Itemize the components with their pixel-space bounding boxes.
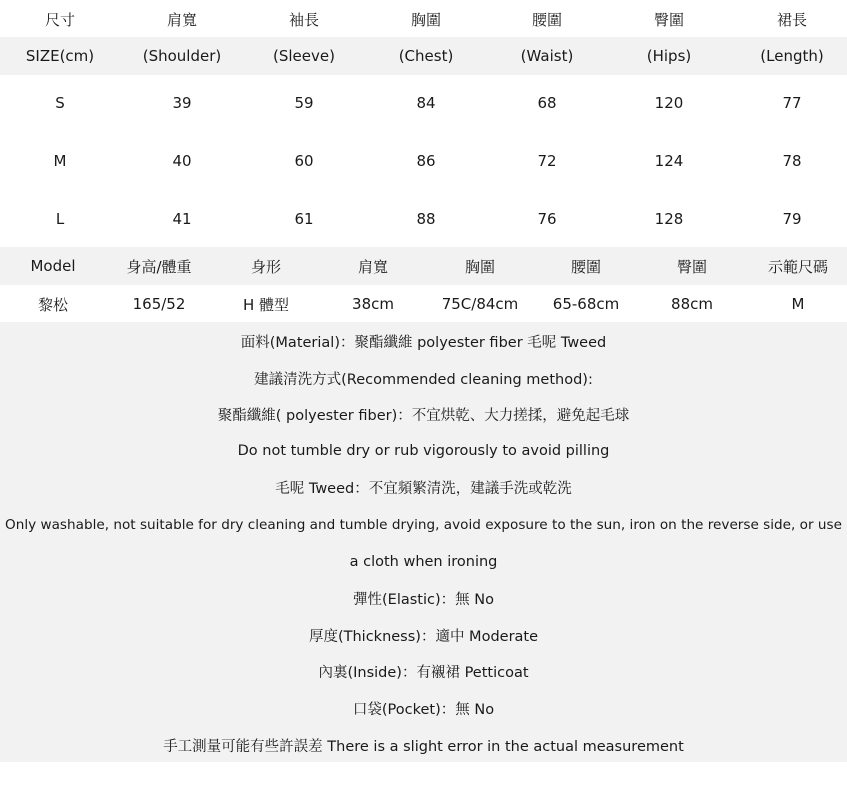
size-header-zh-row [0,0,847,38]
elastic-line: 彈性(Elastic)：無 No [353,592,494,608]
model-header-row [0,247,847,285]
hips-cell: 120 [654,94,684,112]
header-length-en: (Length) [760,47,824,65]
header-hips-zh: 臀圍 [653,10,685,29]
model-hips: 88cm [671,295,713,313]
header-size-en: SIZE(cm) [25,47,95,65]
hips-cell: 128 [654,210,684,228]
size-cell: M [53,152,67,170]
header-waist-zh: 腰圍 [531,10,563,29]
material-line: 面料(Material)：聚酯纖維 polyester fiber 毛呢 Tweed [240,335,607,351]
model-sample-size: M [791,295,805,313]
model-row [0,285,847,323]
size-row-s [0,84,847,122]
sleeve-cell: 61 [294,210,314,228]
polyester-care-zh: 聚酯纖維( polyester fiber)：不宜烘乾、大力搓揉，避免起毛球 [217,408,630,424]
waist-cell: 68 [537,94,557,112]
header-hips-en: (Hips) [646,47,692,65]
header-waist-en: (Waist) [520,47,574,65]
model-waist: 65-68cm [552,295,620,313]
header-size-zh: 尺寸 [44,10,76,29]
waist-cell: 76 [537,210,557,228]
size-header-en-row [0,37,847,75]
sleeve-cell: 60 [294,152,314,170]
header-sleeve-en: (Sleeve) [273,47,335,65]
shoulder-cell: 39 [172,94,192,112]
header-sleeve-zh: 袖長 [288,10,320,29]
size-cell: S [55,94,65,112]
tweed-care-en: Only washable, not suitable for dry cleaning and tumble drying, avoid exposure to the sun, iron on the reverse side, or use [5,516,842,533]
measurement-note: 手工測量可能有些許誤差 There is a slight error in the actual measurement [163,739,684,755]
pocket-line: 口袋(Pocket)：無 No [352,702,495,718]
model-header-hips: 臀圍 [676,257,708,276]
thickness-line: 厚度(Thickness)：適中 Moderate [308,629,539,645]
model-header-size: 示範尺碼 [767,257,829,276]
tweed-care-zh: 毛呢 Tweed：不宜頻繁清洗，建議手洗或乾洗 [275,481,572,497]
model-header-name: Model [30,257,76,275]
model-header-height-weight: 身高/體重 [126,257,192,276]
model-body-type: H 體型 [242,295,290,314]
model-name: 黎松 [37,295,69,314]
header-chest-en: (Chest) [398,47,454,65]
tweed-care-en-cont: a cloth when ironing [349,553,498,570]
header-shoulder-en: (Shoulder) [142,47,222,65]
header-shoulder-zh: 肩寬 [166,10,198,29]
chest-cell: 88 [416,210,436,228]
model-header-shoulder: 肩寬 [357,257,389,276]
sleeve-cell: 59 [294,94,314,112]
shoulder-cell: 40 [172,152,192,170]
waist-cell: 72 [537,152,557,170]
model-header-body-type: 身形 [250,257,282,276]
header-length-zh: 裙長 [776,10,808,29]
header-chest-zh: 胸圍 [410,10,442,29]
shoulder-cell: 41 [172,210,192,228]
size-cell: L [55,210,65,228]
length-cell: 77 [782,94,802,112]
size-row-m [0,142,847,180]
length-cell: 79 [782,210,802,228]
model-header-waist: 腰圍 [570,257,602,276]
hips-cell: 124 [654,152,684,170]
length-cell: 78 [782,152,802,170]
polyester-care-en: Do not tumble dry or rub vigorously to avoid pilling [237,442,610,459]
lining-line: 內裏(Inside)：有襯裙 Petticoat [318,665,529,681]
chest-cell: 86 [416,152,436,170]
size-row-l [0,200,847,238]
cleaning-method-title: 建議清洗方式(Recommended cleaning method): [254,372,593,388]
chest-cell: 84 [416,94,436,112]
model-header-chest: 胸圍 [464,257,496,276]
model-height-weight: 165/52 [132,295,186,313]
product-info-panel [0,322,847,762]
model-shoulder: 38cm [352,295,394,313]
model-chest: 75C/84cm [441,295,519,313]
